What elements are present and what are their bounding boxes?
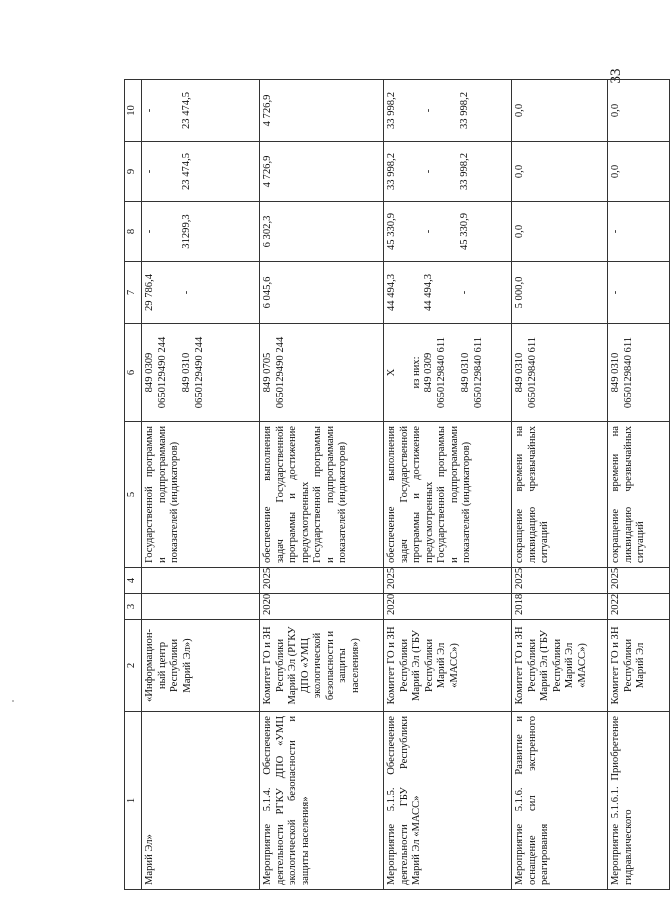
cell-line: 0650129840 611	[435, 336, 447, 409]
cell-line: 6 045,6	[262, 276, 273, 309]
cell-c7	[142, 262, 260, 324]
cell-c7	[512, 262, 608, 324]
cell-line: 29 786,4	[144, 273, 155, 312]
cell-c7	[384, 262, 512, 324]
cell-c6	[142, 324, 260, 422]
cell-line	[399, 266, 411, 319]
col-header: 2	[125, 620, 142, 712]
rotated-table-page	[124, 80, 644, 890]
program-measures-table	[124, 79, 670, 890]
cell-c8	[384, 202, 512, 262]
cell-line: -	[610, 229, 621, 234]
cell-line: 5 000,0	[514, 276, 525, 309]
cell-line: -	[459, 290, 470, 295]
col-header: 3	[125, 594, 142, 620]
cell-c4: 2025	[260, 568, 384, 594]
cell-line: 31299,3	[180, 214, 192, 249]
cell-line	[193, 146, 205, 197]
cell-c9	[142, 142, 260, 202]
cell-c4: 2025	[608, 568, 670, 594]
cell-line: 849 0310	[460, 352, 471, 393]
cell-line: 0650129490 244	[193, 336, 205, 409]
cell-line	[448, 328, 460, 417]
cell-line	[472, 206, 484, 257]
cell-c10	[608, 80, 670, 142]
cell-line: -	[610, 290, 621, 295]
cell-line: 0,0	[610, 103, 621, 118]
cell-line	[157, 266, 169, 319]
cell-line: 44 494,3	[386, 273, 397, 312]
cell-c1: Мероприятие 5.1.6. Развитие и оснащение сил экстренного реагирования	[512, 712, 608, 890]
cell-line	[399, 84, 411, 137]
cell-c8	[260, 202, 384, 262]
cell-line: 0,0	[610, 164, 621, 179]
cell-line: -	[422, 169, 434, 174]
cell-line	[157, 206, 169, 257]
table-row	[608, 80, 670, 890]
cell-line: 23 474,5	[180, 152, 192, 191]
cell-line: 33 998,2	[459, 152, 470, 191]
cell-line: 0650129490 244	[156, 336, 168, 409]
table-row	[142, 80, 260, 890]
cell-line: 849 0309	[423, 352, 434, 393]
cell-line	[472, 146, 484, 197]
cell-c5: обеспечение выполнения задач Государственной программы и достижение предусмотренных Государственной программы и подпрограммами показателей (индикаторов)	[384, 422, 512, 568]
cell-line	[193, 84, 205, 137]
cell-c10	[384, 80, 512, 142]
cell-c2: Комитет ГО и ЗН Республики Марий Эл	[608, 620, 670, 712]
cell-line: -	[144, 108, 155, 113]
cell-line: 849 0310	[610, 352, 621, 393]
cell-line: -	[422, 108, 434, 113]
col-header: 6	[125, 324, 142, 422]
cell-line: 33 998,2	[386, 91, 397, 130]
cell-c6	[260, 324, 384, 422]
cell-c8	[142, 202, 260, 262]
cell-c5: Государственной программы и подпрограммами показателей (индикаторов)	[142, 422, 260, 568]
cell-line: 4 726,9	[262, 94, 273, 127]
cell-c2: «Информацион-ный центр Республики Марий Эл»)	[142, 620, 260, 712]
header-row	[125, 80, 142, 890]
cell-line: 6 302,3	[262, 215, 273, 248]
col-header: 8	[125, 202, 142, 262]
cell-line	[193, 266, 205, 319]
cell-line	[435, 206, 447, 257]
cell-line	[169, 206, 181, 257]
cell-line: 0650129840 611	[622, 336, 634, 409]
cell-line: 0,0	[514, 224, 525, 239]
table-row	[512, 80, 608, 890]
table-row	[384, 80, 512, 890]
cell-line: 0,0	[514, 164, 525, 179]
scan-speck	[12, 700, 14, 702]
cell-line: 849 0310	[514, 352, 525, 393]
cell-c10	[260, 80, 384, 142]
cell-line	[169, 84, 181, 137]
col-header: 4	[125, 568, 142, 594]
cell-c3: 2022	[608, 594, 670, 620]
col-header: 5	[125, 422, 142, 568]
cell-line	[447, 206, 459, 257]
cell-c6	[512, 324, 608, 422]
col-header: 1	[125, 712, 142, 890]
cell-c2: Комитет ГО и ЗН Республики Марий Эл (ГБУ Республики Марий Эл «МАСС»)	[512, 620, 608, 712]
cell-line: 44 494,3	[422, 273, 434, 312]
cell-line	[169, 266, 181, 319]
cell-line	[399, 328, 411, 417]
cell-line: 0650129490 244	[274, 336, 286, 409]
cell-line: -	[180, 290, 192, 295]
cell-c7	[260, 262, 384, 324]
cell-c4: 2025	[384, 568, 512, 594]
table-row	[260, 80, 384, 890]
cell-c5: сокращение времени на ликвидацию чрезвычайных ситуаций	[512, 422, 608, 568]
cell-line: 849 0310	[181, 352, 192, 393]
cell-c9	[512, 142, 608, 202]
cell-line: 849 0705	[262, 352, 273, 393]
cell-line: -	[144, 169, 155, 174]
cell-c6	[384, 324, 512, 422]
cell-c3	[142, 594, 260, 620]
cell-line	[472, 84, 484, 137]
cell-line	[399, 206, 411, 257]
cell-line	[169, 328, 181, 417]
cell-line: 33 998,2	[459, 91, 470, 130]
cell-c10	[142, 80, 260, 142]
cell-c7	[608, 262, 670, 324]
cell-line	[435, 146, 447, 197]
cell-line: -	[144, 229, 155, 234]
cell-line	[435, 266, 447, 319]
cell-line	[472, 266, 484, 319]
cell-c1: Марий Эл»	[142, 712, 260, 890]
cell-line: 0650129840 611	[526, 336, 538, 409]
cell-line	[157, 146, 169, 197]
cell-c2: Комитет ГО и ЗН Республики Марий Эл (ГБУ Республики Марий Эл «МАСС»)	[384, 620, 512, 712]
cell-line: 849 0309	[144, 352, 155, 393]
cell-line	[169, 146, 181, 197]
cell-line	[411, 266, 423, 319]
cell-line: -	[422, 229, 434, 234]
cell-c9	[260, 142, 384, 202]
cell-c5: сокращение времени на ликвидацию чрезвычайных ситуаций	[608, 422, 670, 568]
cell-c4: 2025	[512, 568, 608, 594]
cell-line	[193, 206, 205, 257]
cell-c8	[608, 202, 670, 262]
cell-line	[411, 84, 423, 137]
cell-c3: 2020	[260, 594, 384, 620]
cell-c1: Мероприятие 5.1.4. Обеспечение деятельности РГКУ ДПО «УМЦ экологической безопасности и защиты населения»	[260, 712, 384, 890]
cell-c1: Мероприятие 5.1.6.1. Приобретение гидравлического	[608, 712, 670, 890]
cell-c9	[384, 142, 512, 202]
cell-c1: Мероприятие 5.1.5. Обеспечение деятельности ГБУ Республики Марий Эл «МАСС»	[384, 712, 512, 890]
cell-line: 23 474,5	[180, 91, 192, 130]
cell-line	[447, 146, 459, 197]
cell-line	[399, 146, 411, 197]
cell-c3: 2018	[512, 594, 608, 620]
cell-line: 45 330,9	[459, 212, 470, 251]
cell-c8	[512, 202, 608, 262]
cell-c10	[512, 80, 608, 142]
col-header: 7	[125, 262, 142, 324]
cell-line: 0650129840 611	[472, 336, 484, 409]
cell-c6	[608, 324, 670, 422]
cell-line: 45 330,9	[386, 212, 397, 251]
cell-line: из них:	[410, 356, 422, 389]
cell-c9	[608, 142, 670, 202]
cell-line	[447, 84, 459, 137]
cell-c4	[142, 568, 260, 594]
cell-line	[157, 84, 169, 137]
cell-line	[411, 146, 423, 197]
cell-c2: Комитет ГО и ЗН Республики Марий Эл (РГКУ ДПО «УМЦ экологической безопасности и защиты населения»)	[260, 620, 384, 712]
cell-c3: 2020	[384, 594, 512, 620]
cell-line: 33 998,2	[386, 152, 397, 191]
cell-c5: обеспечение выполнения задач Государственной программы и достижение предусмотренных Государственной программы и подпрограммами показателей (индикаторов)	[260, 422, 384, 568]
cell-line: 4 726,9	[262, 155, 273, 188]
page-number: 33	[607, 68, 624, 84]
col-header: 10	[125, 80, 142, 142]
cell-line: 0,0	[514, 103, 525, 118]
cell-line: X	[386, 368, 397, 377]
cell-line	[447, 266, 459, 319]
cell-line	[435, 84, 447, 137]
cell-line	[411, 206, 423, 257]
col-header: 9	[125, 142, 142, 202]
